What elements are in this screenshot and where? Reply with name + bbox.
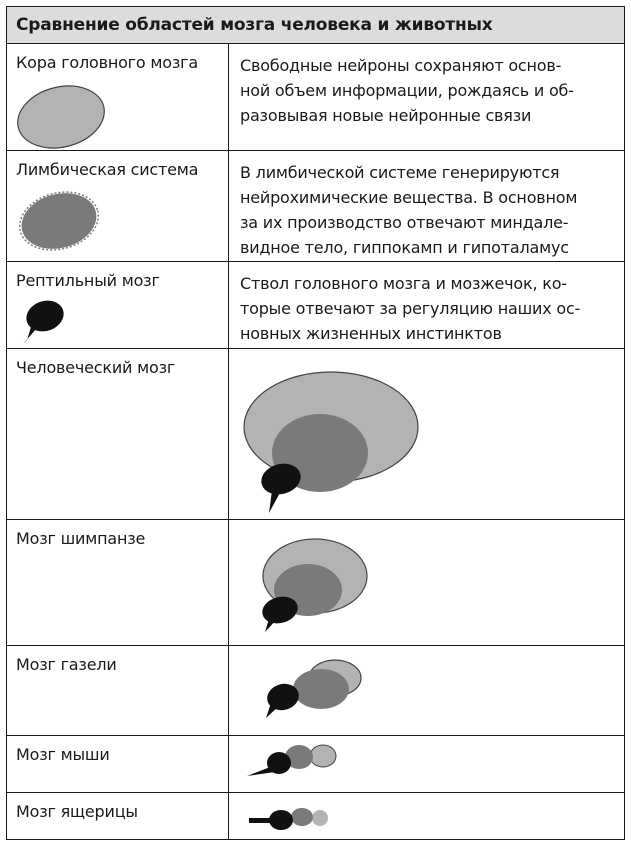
human-brain-icon	[237, 365, 437, 525]
limbic-system-icon	[15, 187, 115, 257]
table-row-reptilian	[7, 262, 624, 349]
table-row-mouse	[7, 736, 624, 793]
row-name: Рептильный мозг	[16, 271, 160, 290]
table-row-cortex	[7, 44, 624, 151]
row-description: Ствол головного мозга и мозжечок, ко- торые отвечают за регуляцию наших ос- новных жизненных инстинктов	[240, 274, 581, 343]
row-name: Мозг мыши	[16, 745, 110, 764]
lizard-brain-icon	[245, 801, 345, 841]
table-row-lizard	[7, 793, 624, 839]
row-name: Кора головного мозга	[16, 53, 198, 72]
gazelle-brain-icon	[257, 654, 367, 734]
mouse-brain-icon	[245, 742, 345, 792]
brain-comparison-table	[6, 6, 625, 840]
table-title: Сравнение областей мозга человека и животных	[7, 7, 624, 44]
chimpanzee-brain-icon	[253, 536, 393, 646]
table-row-gazelle	[7, 646, 624, 736]
table-row-limbic	[7, 151, 624, 262]
row-name: Человеческий мозг	[16, 358, 176, 377]
cortex-icon	[13, 82, 113, 152]
row-description: Свободные нейроны сохраняют основ- ной объем информации, рождаясь и об- разовывая новые нейронные связи	[240, 56, 574, 125]
table-row-chimpanzee	[7, 520, 624, 646]
reptilian-brain-icon	[15, 292, 75, 352]
row-description: В лимбической системе генерируются нейрохимические вещества. В основном за их производство отвечают миндале- видное тело, гиппокамп и гипоталамус	[240, 163, 578, 257]
table-row-human	[7, 349, 624, 520]
row-name: Мозг газели	[16, 655, 117, 674]
row-name: Мозг шимпанзе	[16, 529, 146, 548]
row-name: Лимбическая система	[16, 160, 199, 179]
row-name: Мозг ящерицы	[16, 802, 138, 821]
